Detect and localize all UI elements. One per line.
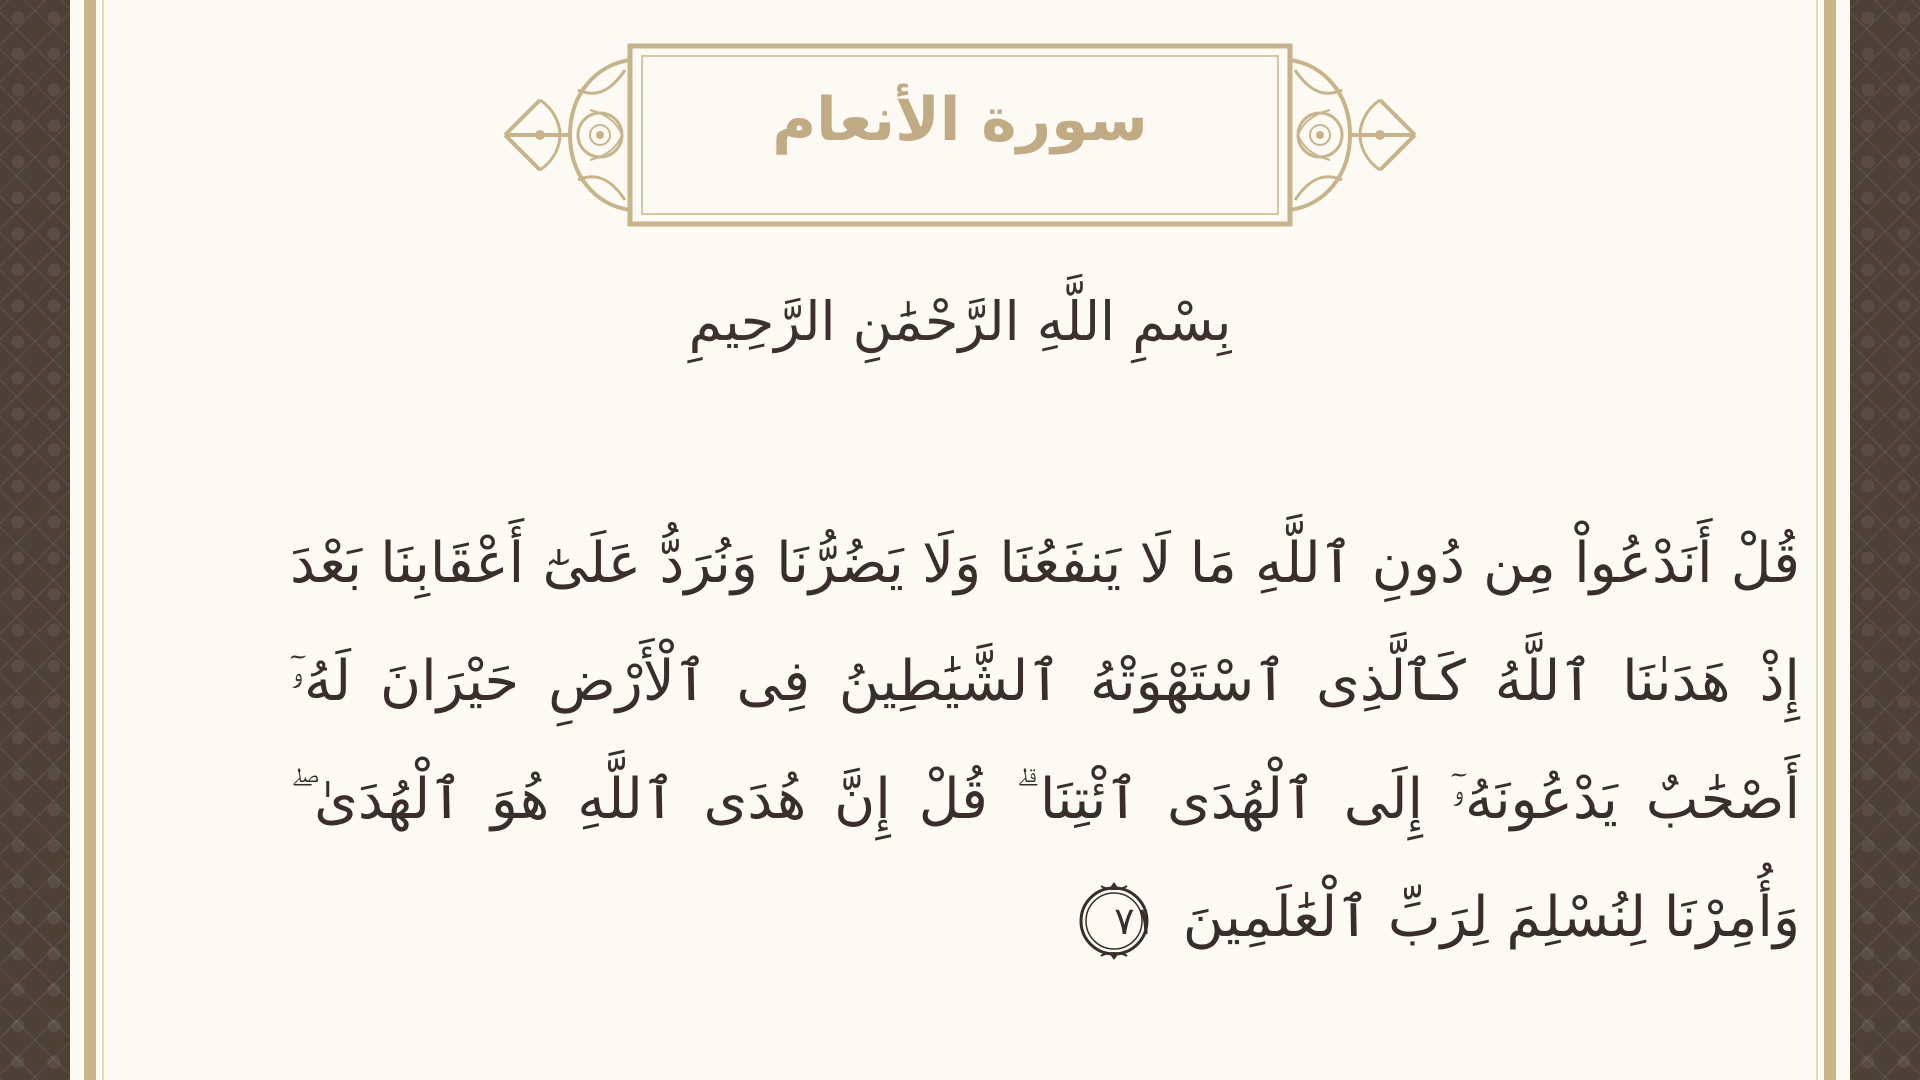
left-ornamental-border — [0, 0, 70, 1080]
right-ornamental-border — [1850, 0, 1920, 1080]
basmala: بِسْمِ اللَّهِ الرَّحْمَٰنِ الرَّحِيمِ — [688, 290, 1232, 353]
left-inner-rule — [102, 0, 104, 1080]
surah-title: سورة الأنعام — [772, 85, 1148, 155]
left-gold-rule — [84, 0, 96, 1080]
ayah-number: ٧١ — [1114, 898, 1155, 943]
verse-text: قُلْ أَنَدْعُواْ مِن دُونِ ٱللَّهِ مَا لَا يَنفَعُنَا وَلَا يَضُرُّنَا وَنُرَدُّ عَلَىٰٓ أَعْقَابِنَا بَعْدَ إِذْ هَدَىٰنَا ٱللَّهُ كَٱلَّذِى ٱسْتَهْوَتْهُ ٱلشَّيَٰطِينُ فِى ٱلْأَرْضِ حَيْرَانَ لَهُۥٓ أَصْحَٰبٌ يَدْعُونَهُۥٓ إِلَى ٱلْهُدَى ٱئْتِنَا ۗ قُلْ إِنَّ هُدَى ٱللَّهِ هُوَ ٱلْهُدَىٰ ۖ وَأُمِرْنَا لِنُسْلِمَ لِرَبِّ ٱلْعَٰلَمِينَ — [290, 531, 1800, 950]
verse-block — [290, 505, 1800, 977]
surah-header-frame — [500, 40, 1420, 230]
ayah-number-marker — [1073, 880, 1155, 962]
right-inner-rule — [1816, 0, 1818, 1080]
right-gold-rule — [1824, 0, 1836, 1080]
